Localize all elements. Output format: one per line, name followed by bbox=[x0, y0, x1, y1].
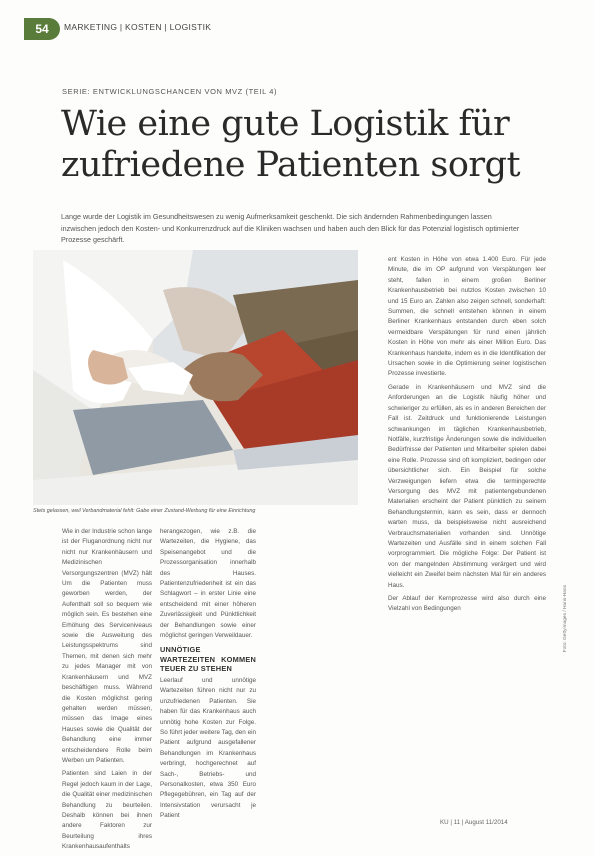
article-photo bbox=[33, 250, 358, 505]
column-1 bbox=[62, 527, 152, 856]
series-label: SERIE: ENTWICKLUNGSCHANCEN VON MVZ (TEIL 4) bbox=[62, 87, 278, 96]
paragraph: Patienten sind Laien in der Regel jedoch kaum in der Lage, die Qualität einer medizinischen Behandlung zu beurteilen. Deshalb können bei ihnen andere Faktoren zur Beurteilung ihres Krankenhausaufenthalts bbox=[62, 770, 152, 851]
paragraph: Gerade in Krankenhäusern und MVZ sind die Anforderungen an die Logistik häufig höher und schwieriger zu erfüllen, als es in anderen Bereichen der Fall ist. Zeitdruck und funktionierende Leistungen schwankungen im täglichen Krankenhausbetrieb, Notfälle, kurzfristige Änderungen sowie die individuellen Bedürfnisse der Patienten und Mitarbeiter spielen dabei eine Rolle. Prozesse sind oft kompliziert, bedingen oder übersichtlicher sich. Ein Beispiel für solche Verzweigungen liefern etwa die termingerechte Versorgung des MVZ mit patientengebundenen Materialien erscheint der Patient pünktlich zu seinem Behandlungstermin, kann es sein, dass er dennoch warten muss, da beispielsweise nicht ausreichend Verbrauchsmaterialien vorhanden sind. Unnötige Wartezeiten und Ausfälle sind in einem solchen Fall vorprogrammiert. Die mögliche Folge: Der Patient ist von der mangelnden Abstimmung verärgert und wird vielleicht ein Zweifel beim nächsten Mal für ein anderes Haus. bbox=[388, 383, 546, 589]
paragraph: Leerlauf und unnötige Wartezeiten führen nicht nur zu unzufriedenen Patienten. Sie haben für das Krankenhaus auch unnötig hohe Kosten zur Folge. So führt jeder weitere Tag, den ein Patient aufgrund ausgefallener Behandlungen im Krankenhaus verbringt, hochgerechnet auf Sach-, Betriebs- und Personalkosten, etwa 350 Euro Pflegegebühren, ein Tag auf der Intensivstation verursacht je Patient bbox=[160, 676, 256, 820]
photo-caption: Stets gelassen, weil Verbandmaterial fehlt: Gabe einer Zustand-Werbung für eine Einrichtung bbox=[33, 508, 256, 514]
title-line-1: Wie eine gute Logistik für bbox=[61, 104, 510, 144]
page-footer: KU | 11 | August 11/2014 bbox=[440, 819, 508, 826]
paragraph: Der Ablauf der Kernprozesse wird also durch eine Vielzahl von Bedingungen bbox=[388, 595, 546, 613]
column-3 bbox=[388, 255, 546, 618]
paragraph: ent Kosten in Höhe von etwa 1.400 Euro. Für jede Minute, die im OP aufgrund von Verspätungen leer steht, fallen in einem großen Berliner Krankenhausbetrieb bei nutzlos Kosten zwischen 10 und 15 Euro an. Zahlen also zeigen schnell, sonderhaft: Summen, die schnell entstehen können in einem Berliner Krankenhaus entstanden durch eben solch vermeidbare Verspätungen für rund einen jährlich Kosten in Höhe von mehr als einer Million Euro. Das Krankenhaus handelte, indem es in die Identifikation der Ursachen sowie in die Optimierung seiner logistischen Prozesse investierte. bbox=[388, 256, 546, 378]
title-line-2: zufriedene Patienten sorgt bbox=[61, 145, 521, 185]
hospital-care-illustration bbox=[33, 250, 358, 505]
subheading: UNNÖTIGE WARTEZEITEN KOMMEN TEUER ZU STEHEN bbox=[160, 645, 256, 674]
paragraph: Wie in der Industrie schon lange ist der Fluganordnung nicht nur nicht nur Krankenhäusern und Medizinischen Versorgungszentren (MVZ) hält Um die Patienten muss geworben werden, der Aufenthalt soll so bequem wie möglich sein. Es bestehen eine Erhöhung des Serviceniveaus sowie die Ausweitung des Leistungsspektrums sind Themen, mit denen sich mehr zu jedes Manager mit von Krankenhäusern und MVZ beschäftigen muss. Während die Kosten möglichst gering gehalten werden müssen, müssen das Image eines Hauses sowie die Qualität der Behandlung eine immer entscheidendere Rolle beim Werben um Patienten. bbox=[62, 528, 152, 764]
section-header: MARKETING | KOSTEN | LOGISTIK bbox=[64, 22, 212, 32]
column-2 bbox=[160, 527, 256, 825]
article-title bbox=[61, 104, 581, 186]
page-number-badge: 54 bbox=[24, 18, 60, 40]
photo-credit: Foto: Gettyimages / Hans-Hans bbox=[563, 585, 568, 653]
article-lead: Lange wurde der Logistik im Gesundheitswesen zu wenig Aufmerksamkeit geschenkt. Die sich ändernden Rahmenbedingungen lassen inzwischen jedoch den Kosten- und Konkurrenzdruck auf die Kliniken wachsen und haben auch den Blick für das Potenzial logistisch optimierter Prozesse geschärft. bbox=[61, 212, 520, 244]
paragraph: herangezogen, wie z.B. die Wartezeiten, die Hygiene, das Speisenangebot und die Prozessorganisation innerhalb des Hauses. Patientenzufriedenheit ist ein das Schlagwort – in erster Linie eine entscheidend mit einer höheren Zuverlässigkeit und Pünktlichkeit der Behandlungen sowie einer möglichst geringen Verweildauer. bbox=[160, 528, 256, 640]
